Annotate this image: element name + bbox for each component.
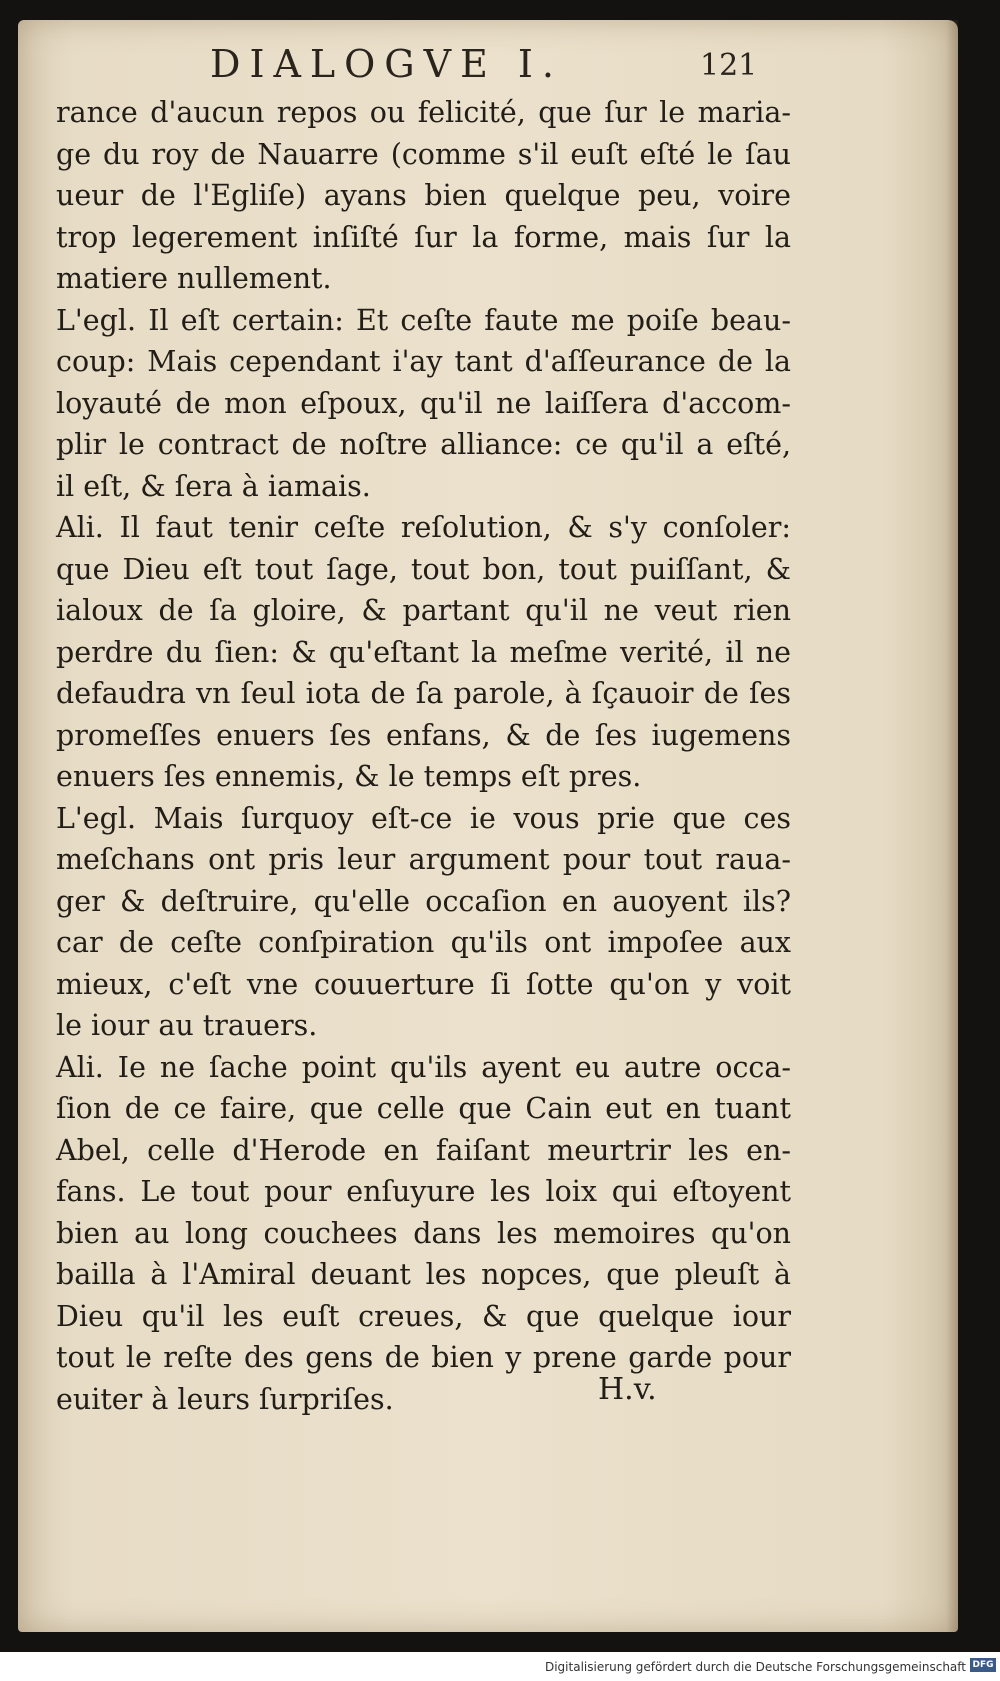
dfg-logo: DFG <box>970 1658 996 1672</box>
text-line: promeſſes enuers ſes enfans, & de ſes iugemens <box>56 718 791 752</box>
text-line: loyauté de mon eſpoux, qu'il ne laiſſera d'accom- <box>56 386 791 420</box>
text-line: bailla à l'Amiral deuant les nopces, que pleuſt à <box>56 1258 791 1291</box>
text-line: trop legerement inſiſté ſur la forme, mais ſur la <box>56 220 791 254</box>
text-line: meſchans ont pris leur argument pour tout raua- <box>56 843 791 876</box>
dialogue-text-block <box>56 92 791 1420</box>
text-line: Abel, celle d'Herode en faiſant meurtrir les en- <box>56 1133 791 1167</box>
text-line: mieux, c'eſt vne couuerture ſi ſotte qu'on y voit <box>56 967 791 1001</box>
signature-mark: H.v. <box>598 1372 657 1407</box>
text-line: plir le contract de noſtre alliance: ce qu'il a eſté, <box>56 428 791 461</box>
text-line: L'egl. Mais ſurquoy eſt-ce ie vous prie que ces <box>56 801 791 835</box>
page-edge-shadow <box>946 20 958 1632</box>
text-line: tout le reſte des gens de bien y prene garde pour <box>56 1341 791 1374</box>
text-line: ueur de l'Egliſe) ayans bien quelque peu, voire <box>56 179 791 212</box>
text-line: que Dieu eſt tout ſage, tout bon, tout puiſſant, & <box>56 552 791 586</box>
text-line: Ali. Ie ne ſache point qu'ils ayent eu autre occa- <box>56 1050 791 1084</box>
text-line: L'egl. Il eſt certain: Et ceſte faute me poiſe beau- <box>56 303 791 337</box>
page-number: 121 <box>700 48 758 83</box>
text-line: ialoux de ſa gloire, & partant qu'il ne veut rien <box>56 594 791 627</box>
text-line: coup: Mais cependant i'ay tant d'aſſeurance de la <box>56 345 791 378</box>
text-line: Ali. Il faut tenir ceſte reſolution, & s'y conſoler: <box>56 511 791 544</box>
text-line: rance d'aucun repos ou felicité, que ſur le maria- <box>56 96 791 129</box>
text-line: bien au long couchees dans les memoires qu'on <box>56 1216 791 1250</box>
text-line: ge du roy de Nauarre (comme s'il euſt eſté le ſau <box>56 137 791 171</box>
text-line: car de ceſte conſpiration qu'ils ont impoſee aux <box>56 926 791 959</box>
text-line: le iour au trauers. <box>56 1009 318 1042</box>
text-line: matiere nullement. <box>56 262 332 295</box>
text-line: perdre du ſien: & qu'eſtant la meſme verité, il ne <box>56 635 791 669</box>
text-line: enuers ſes ennemis, & le temps eſt pres. <box>56 760 642 793</box>
text-line: defaudra vn ſeul iota de ſa parole, à ſçauoir de ſes <box>56 677 791 710</box>
digitization-credit: Digitalisierung gefördert durch die Deutsche Forschungsgemeinschaft <box>544 1660 966 1674</box>
text-line: ſion de ce faire, que celle que Cain eut en tuant <box>56 1092 791 1125</box>
text-line: ger & deſtruire, qu'elle occaſion en auoyent ils? <box>56 884 791 918</box>
text-line: il eſt, & ſera à iamais. <box>56 469 371 503</box>
text-line: euiter à leurs ſurpriſes. <box>56 1382 394 1416</box>
text-line: Dieu qu'il les euſt creues, & que quelque iour <box>56 1299 791 1333</box>
running-head: DIALOGVE I. <box>210 42 564 86</box>
text-line: fans. Le tout pour enſuyure les loix qui eſtoyent <box>56 1175 791 1208</box>
